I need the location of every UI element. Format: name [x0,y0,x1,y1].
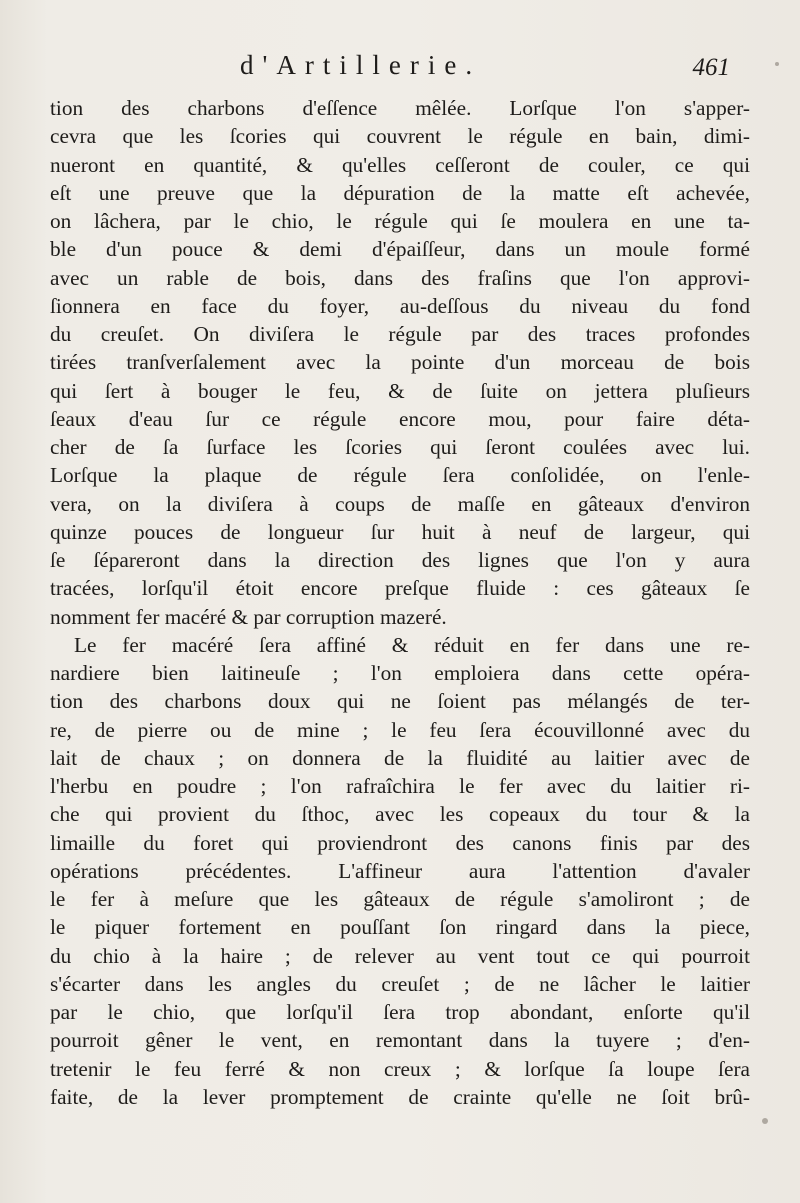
page-number: 461 [692,54,730,81]
text-line: qui ſert à bouger le feu, & de ſuite on jettera pluſieurs [50,378,750,403]
text-line: ble d'un pouce & demi d'épaiſſeur, dans un moule formé [50,237,750,262]
text-line: cevra que les ſcories qui couvrent le régule en bain, dimi- [50,124,750,149]
text-line: ſe ſépareront dans la direction des lignes que l'on y aura [50,548,750,572]
text-line: du creuſet. On diviſera le régule par des traces profondes [50,322,750,346]
text-line: quinze pouces de longueur ſur huit à neuf de largeur, qui [50,519,750,544]
text-line: ſionnera en face du foyer, au-deſſous du niveau du fond [50,293,750,318]
text-line: nueront en quantité, & qu'elles ceſſeront de couler, ce qui [50,152,750,177]
text-line: on lâchera, par le chio, le régule qui ſe moulera en une ta- [50,209,750,233]
text-line: tion des charbons d'eſſence mêlée. Lorſque l'on s'apper- [50,96,750,120]
ink-smudge [775,62,779,66]
text-line: vera, on la diviſera à coups de maſſe en gâteaux d'environ [50,491,750,516]
text-line: limaille du foret qui proviendront des canons finis par des [50,830,750,855]
text-line: lait de chaux ; on donnera de la fluidité au laitier avec de [50,745,750,770]
text-line: tracées, lorſqu'il étoit encore preſque fluide : ces gâteaux ſe [50,576,750,601]
text-line: opérations précédentes. L'affineur aura l'attention d'avaler [50,858,750,883]
body-text [50,94,750,1111]
text-line: cher de ſa ſurface les ſcories qui ſeront coulées avec lui. [50,435,750,459]
ink-smudge [762,1118,768,1124]
text-line: tretenir le feu ferré & non creux ; & lorſque ſa loupe ſera [50,1056,750,1081]
text-line: nomment fer macéré & par corruption mazeré. [50,604,447,629]
text-line: nardiere bien laitineuſe ; l'on emploiera dans cette opéra- [50,661,750,685]
text-line: s'écarter dans les angles du creuſet ; de ne lâcher le laitier [50,971,750,996]
running-title: d'Artillerie. [240,50,482,80]
text-line: che qui provient du ſthoc, avec les copeaux du tour & la [50,802,750,827]
text-line: eſt une preuve que la dépuration de la matte eſt achevée, [50,180,750,205]
text-line: pourroit gêner le vent, en remontant dans la tuyere ; d'en- [50,1028,750,1053]
text-line: l'herbu en poudre ; l'on rafraîchira le fer avec du laitier ri- [50,774,750,798]
text-line: tirées tranſverſalement avec la pointe d'un morceau de bois [50,350,750,375]
text-line: par le chio, que lorſqu'il ſera trop abondant, enſorte qu'il [50,1000,750,1024]
text-line: tion des charbons doux qui ne ſoient pas mélangés de ter- [50,689,750,714]
text-line: avec un rable de bois, dans des fraſins que l'on approvi- [50,265,750,290]
text-line: le piquer fortement en pouſſant ſon ringard dans la piece, [50,915,750,940]
text-line: faite, de la lever promptement de crainte qu'elle ne ſoit brû- [50,1084,750,1109]
text-line: Le fer macéré ſera affiné & réduit en fer dans une re- [74,632,750,657]
text-line: re, de pierre ou de mine ; le feu ſera écouvillonné avec du [50,717,750,742]
text-line: le fer à meſure que les gâteaux de régule s'amoliront ; de [50,887,750,911]
text-line: Lorſque la plaque de régule ſera conſolidée, on l'enle- [50,463,750,488]
page-header [70,50,750,90]
text-line: du chio à la haire ; de relever au vent tout ce qui pourroit [50,943,750,968]
text-line: ſeaux d'eau ſur ce régule encore mou, pour faire déta- [50,406,750,431]
